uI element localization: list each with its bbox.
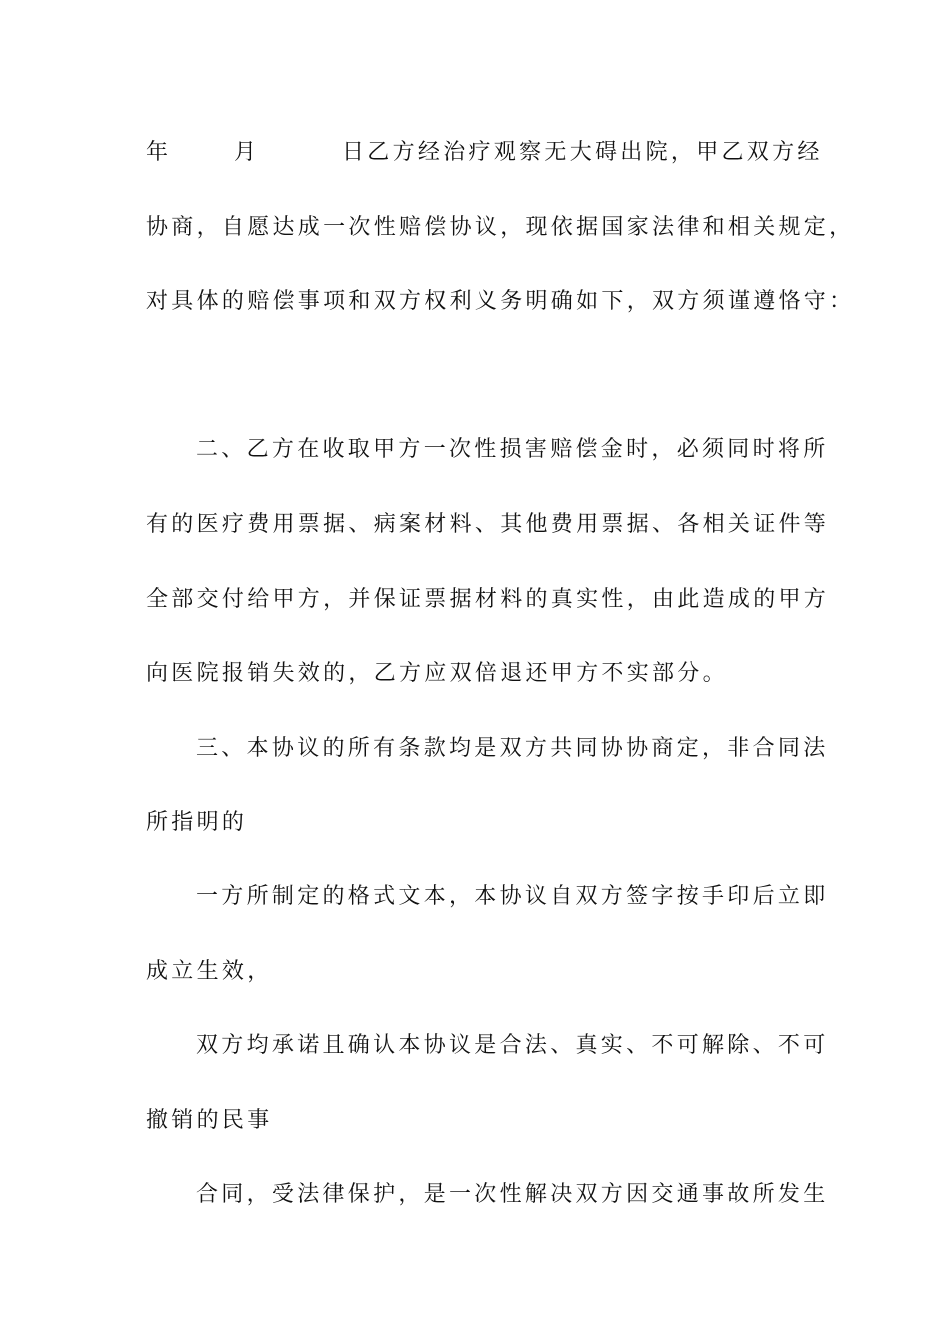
month-label: 月 — [234, 140, 260, 165]
paragraph-line: 全部交付给甲方，并保证票据材料的真实性，由此造成的甲方 — [146, 587, 830, 612]
clause-two-line: 二、乙方在收取甲方一次性损害赔偿金时，必须同时将所 — [196, 437, 829, 462]
paragraph-line: 双方均承诺且确认本协议是合法、真实、不可解除、不可 — [196, 1033, 829, 1058]
paragraph-line: 协商，自愿达成一次性赔偿协议，现依据国家法律和相关规定， — [146, 215, 855, 240]
clause-three-line: 三、本协议的所有条款均是双方共同协协商定，非合同法 — [196, 736, 829, 761]
paragraph-line: 有的医疗费用票据、病案材料、其他费用票据、各相关证件等 — [146, 512, 830, 537]
paragraph-line: 撤销的民事 — [146, 1108, 273, 1133]
date-line-text: 日乙方经治疗观察无大碍出院，甲乙双方经 — [342, 140, 823, 165]
year-label: 年 — [146, 140, 172, 165]
paragraph-line: 所指明的 — [146, 810, 248, 835]
paragraph-line: 向医院报销失效的，乙方应双倍退还甲方不实部分。 — [146, 661, 728, 686]
paragraph-line: 一方所制定的格式文本，本协议自双方签字按手印后立即 — [196, 884, 829, 909]
paragraph-line: 对具体的赔偿事项和双方权利义务明确如下，双方须谨遵恪守： — [146, 289, 855, 314]
paragraph-line: 成立生效， — [146, 959, 273, 984]
paragraph-line: 合同，受法律保护，是一次性解决双方因交通事故所发生 — [196, 1182, 829, 1207]
date-line — [146, 133, 826, 173]
